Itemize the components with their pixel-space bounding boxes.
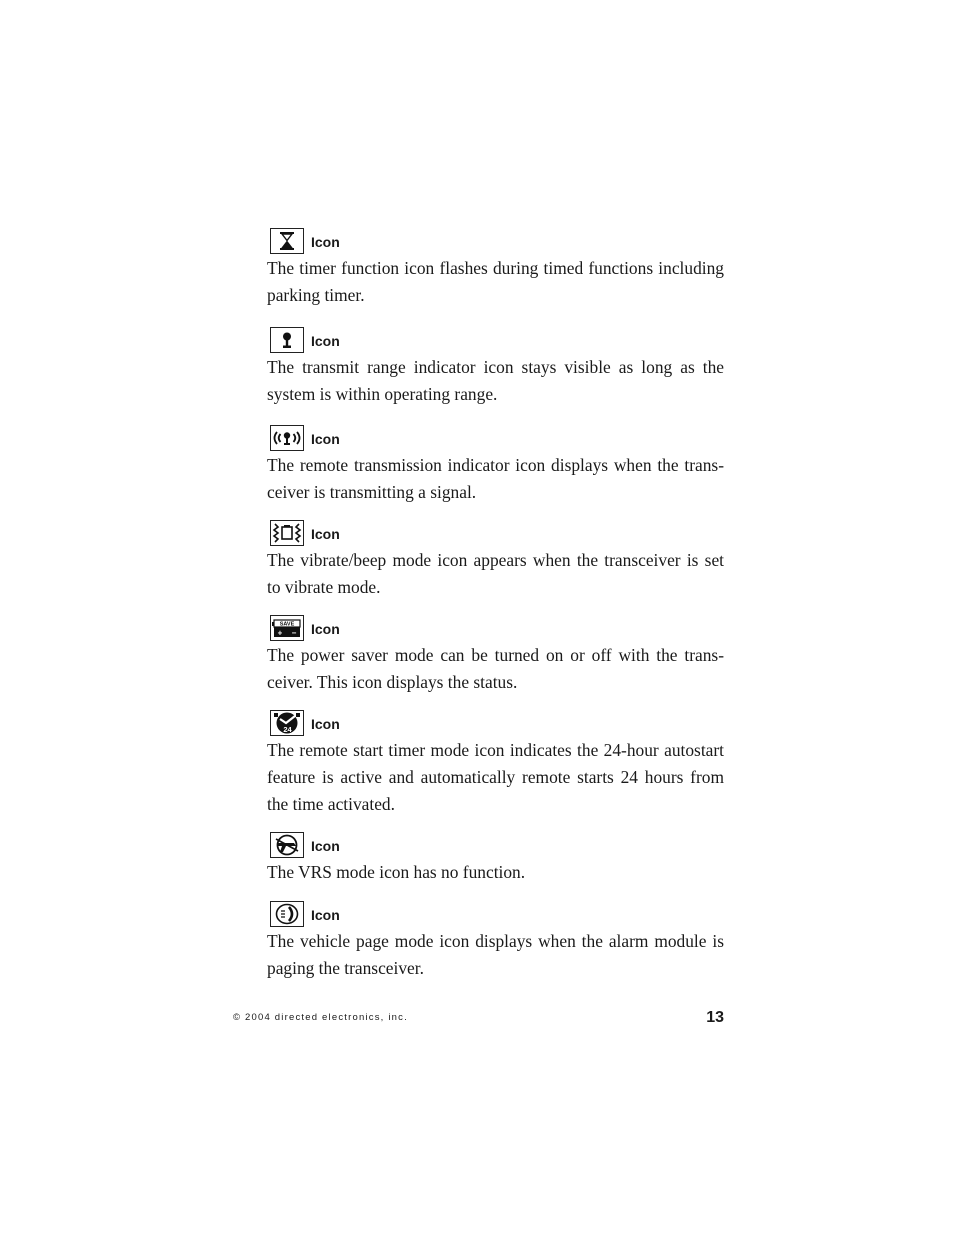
vrs-mode-icon [270,832,304,858]
icon-description: The remote transmission indicator icon displays when the trans-ceiver is transmitting a signal. [267,455,724,502]
icon-description: The vibrate/beep mode icon appears when the transceiver is set to vibrate mode. [267,550,724,597]
icon-entry-power-saver [267,614,724,696]
icon-entry-remote-start-timer [267,709,724,818]
minus-sign: − [291,628,297,638]
icon-heading: Icon [311,526,340,542]
icon-entry-transmit-range [267,326,724,408]
icon-heading: Icon [311,333,340,349]
hourglass-icon [270,228,304,254]
icon-description: The transmit range indicator icon stays visible as long as the system is within operating range. [267,357,724,404]
icon-heading: Icon [311,907,340,923]
icon-heading: Icon [311,838,340,854]
icon-description: The remote start timer mode icon indicates the 24-hour autostart feature is active and automatically remote starts 24 hours from the time activated. [267,740,724,814]
power-saver-icon [270,615,304,641]
plus-sign: + [277,628,283,638]
copyright-footer: © 2004 directed electronics, inc. [233,1012,408,1023]
vibrate-beep-icon [270,520,304,546]
icon-description: The vehicle page mode icon displays when the alarm module is paging the transceiver. [267,931,724,978]
icon-entry-vrs-mode [267,831,724,886]
page-number: 13 [706,1009,724,1026]
icon-heading: Icon [311,716,340,732]
icon-heading: Icon [311,431,340,447]
icon-description: The power saver mode can be turned on or off with the trans-ceiver. This icon displays the status. [267,645,724,692]
transmit-range-icon [270,327,304,353]
hours-label: 24 [283,725,292,734]
remote-transmission-icon [270,425,304,451]
icon-entry-remote-transmission [267,424,724,506]
icon-heading: Icon [311,621,340,637]
vehicle-page-icon [270,901,304,927]
icon-description: The VRS mode icon has no function. [267,862,526,882]
icon-description: The timer function icon flashes during timed functions including parking timer. [267,258,724,305]
icon-heading: Icon [311,234,340,250]
icon-entry-vibrate-beep [267,519,724,601]
remote-start-timer-icon [270,710,304,736]
icon-entry-timer [267,227,724,309]
icon-entry-vehicle-page [267,900,724,982]
save-label: SAVE [279,621,295,628]
